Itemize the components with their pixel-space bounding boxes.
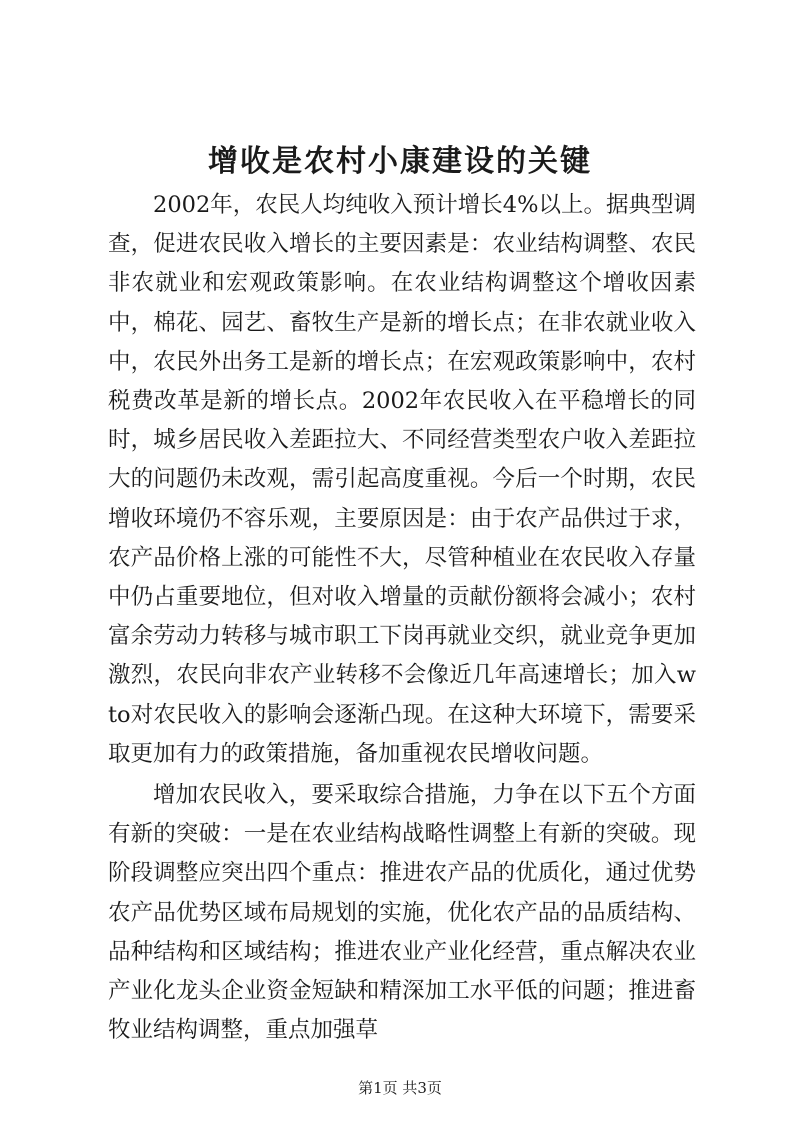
page-footer: 第1页 共3页 [358,1079,442,1097]
document-title: 增收是农村小康建设的关键 [208,144,592,179]
paragraph-1: 2002年，农民人均纯收入预计增长4%以上。据典型调查，促进农民收入增长的主要因素是：农业结构调整、农民非农就业和宏观政策影响。在农业结构调整这个增收因素中，棉花、园艺、畜牧生产是新的增长点；在非农就业收入中，农民外出务工是新的增长点；在宏观政策影响中，农村税费改革是新的增长点。2002年农民收入在平稳增长的同时，城乡居民收入差距拉大、不同经营类型农户收入差距拉大的问题仍未改观，需引起高度重视。今后一个时期，农民增收环境仍不容乐观，主要原因是：由于农产品供过于求，农产品价格上涨的可能性不大，尽管种植业在农民收入存量中仍占重要地位，但对收入增量的贡献份额将会减小；农村富余劳动力转移与城市职工下岗再就业交织，就业竞争更加激烈，农民向非农产业转移不会像近几年高速增长；加入wto对农民收入的影响会逐渐凸现。在这种大环境下，需要采取更加有力的政策措施，备加重视农民增收问题。 [108,192,696,767]
document-body [108,186,696,1052]
paragraph-2: 增加农民收入，要采取综合措施，力争在以下五个方面有新的突破：一是在农业结构战略性调整上有新的突破。现阶段调整应突出四个重点：推进农产品的优质化，通过优势农产品优势区域布局规划的实施，优化农产品的品质结构、品种结构和区域结构；推进农业产业化经营，重点解决农业产业化龙头企业资金短缺和精深加工水平低的问题；推进畜牧业结构调整，重点加强草 [108,782,696,1044]
